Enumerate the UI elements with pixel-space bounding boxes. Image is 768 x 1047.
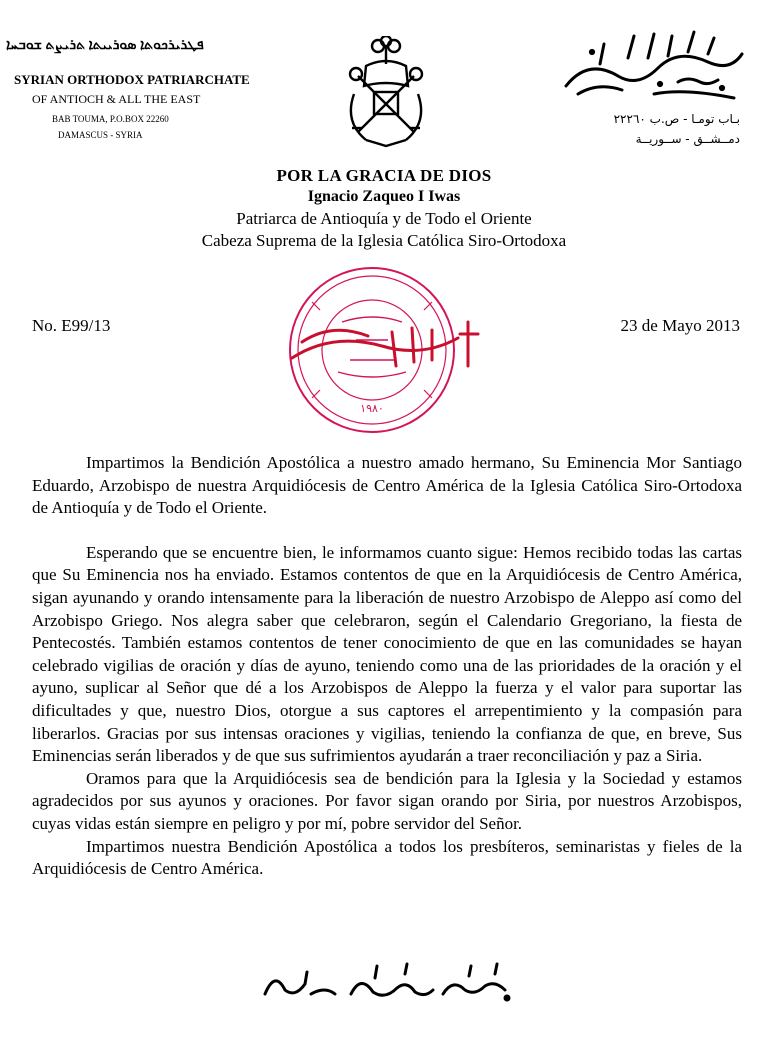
letterhead-org-sub: OF ANTIOCH & ALL THE EAST xyxy=(32,92,201,106)
letter-body xyxy=(32,452,742,881)
body-paragraph-4: Impartimos nuestra Bendición Apostólica a todos los presbíteros, seminaristas y fieles de la Arquidiócesis de Centro América. xyxy=(32,836,742,879)
letterhead-address-line-2: DAMASCUS - SYRIA xyxy=(58,130,143,140)
letterhead-org-name: SYRIAN ORTHODOX PATRIARCHATE xyxy=(14,72,250,87)
arabic-calligraphy-logo xyxy=(558,28,748,108)
patriarchate-emblem-icon xyxy=(336,36,436,148)
letterhead-syriac-line: ܦܛܪܝܪܟܘܬܐ ܣܘܪܝܝܬܐ ܬܪܝܨܬ ܫܘܒܚܐ xyxy=(6,38,204,53)
arabic-address-line-2: دمــشــق - ســوريــة xyxy=(635,132,740,146)
body-paragraph-1: Impartimos la Bendición Apostólica a nuestro amado hermano, Su Eminencia Mor Santiago Eduardo, Arzobispo de nuestra Arquidiócesis de Centro América de la Iglesia Católica Siro-Ortodoxa de Antioquía y de Todo el Oriente. xyxy=(32,453,742,518)
letterhead-address-line-1: BAB TOUMA, P.O.BOX 22260 xyxy=(52,114,169,124)
arabic-address-line-1: بـاب تومـا - ص.ب ٢٢٢٦٠ xyxy=(613,112,740,126)
body-paragraph-3: Oramos para que la Arquidiócesis sea de bendición para la Iglesia y la Sociedad y estamos agradecidos por sus ayunos y oraciones. Por favor sigan orando por Siria, por nuestros Arzobispos, cuyas vidas están siempre en peligro y por mí, pobre servidor del Señor. xyxy=(32,768,742,833)
heading-patriarch-name: Ignacio Zaqueo I Iwas xyxy=(307,188,461,205)
seal-year: ١٩٨٠ xyxy=(360,402,384,415)
body-paragraph-2: Esperando que se encuentre bien, le informamos cuanto sigue: Hemos recibido todas las cartas que Su Eminencia nos ha enviado. Estamos contentos de que en la Arquidiócesis de Centro América, sigan ayunando y orando intensamente para la liberación de nuestro Arzobispo de Aleppo así como del Arzobispo Griego. Nos alegra saber que celebraron, según el Calendario Gregoriano, la fiesta de Pentecostés. También estamos contentos de tener conocimiento de que en las comunidades se hayan celebrado vigilias de oración y días de ayuno, teniendo como una de las prioridades de la oración y el ayuno, suplicar al Señor que dé a los Arzobispos de Aleppo la fuerza y el valor para suportar las dificultades y que, nuestro Dios, otorgue a sus captores el arrepentimiento y la compasión para liberarlos. Gracias por sus intensas oraciones y vigilias, teniendo la confianza de que, en breve, Sus Eminencias serán liberados y de que sus sufrimientos ayudarán a traer reconciliación y paz a Siria. xyxy=(32,542,742,766)
patriarch-signature xyxy=(255,960,515,1010)
reference-number: No. E99/13 xyxy=(32,316,111,335)
letter-date: 23 de Mayo 2013 xyxy=(620,316,740,335)
heading-grace-of-god: POR LA GRACIA DE DIOS xyxy=(276,166,492,185)
heading-patriarch-title: Patriarca de Antioquía y de Todo el Oriente xyxy=(236,209,532,228)
heading-supreme-head: Cabeza Suprema de la Iglesia Católica Siro-Ortodoxa xyxy=(201,231,567,250)
patriarchal-seal-stamp xyxy=(272,262,532,438)
